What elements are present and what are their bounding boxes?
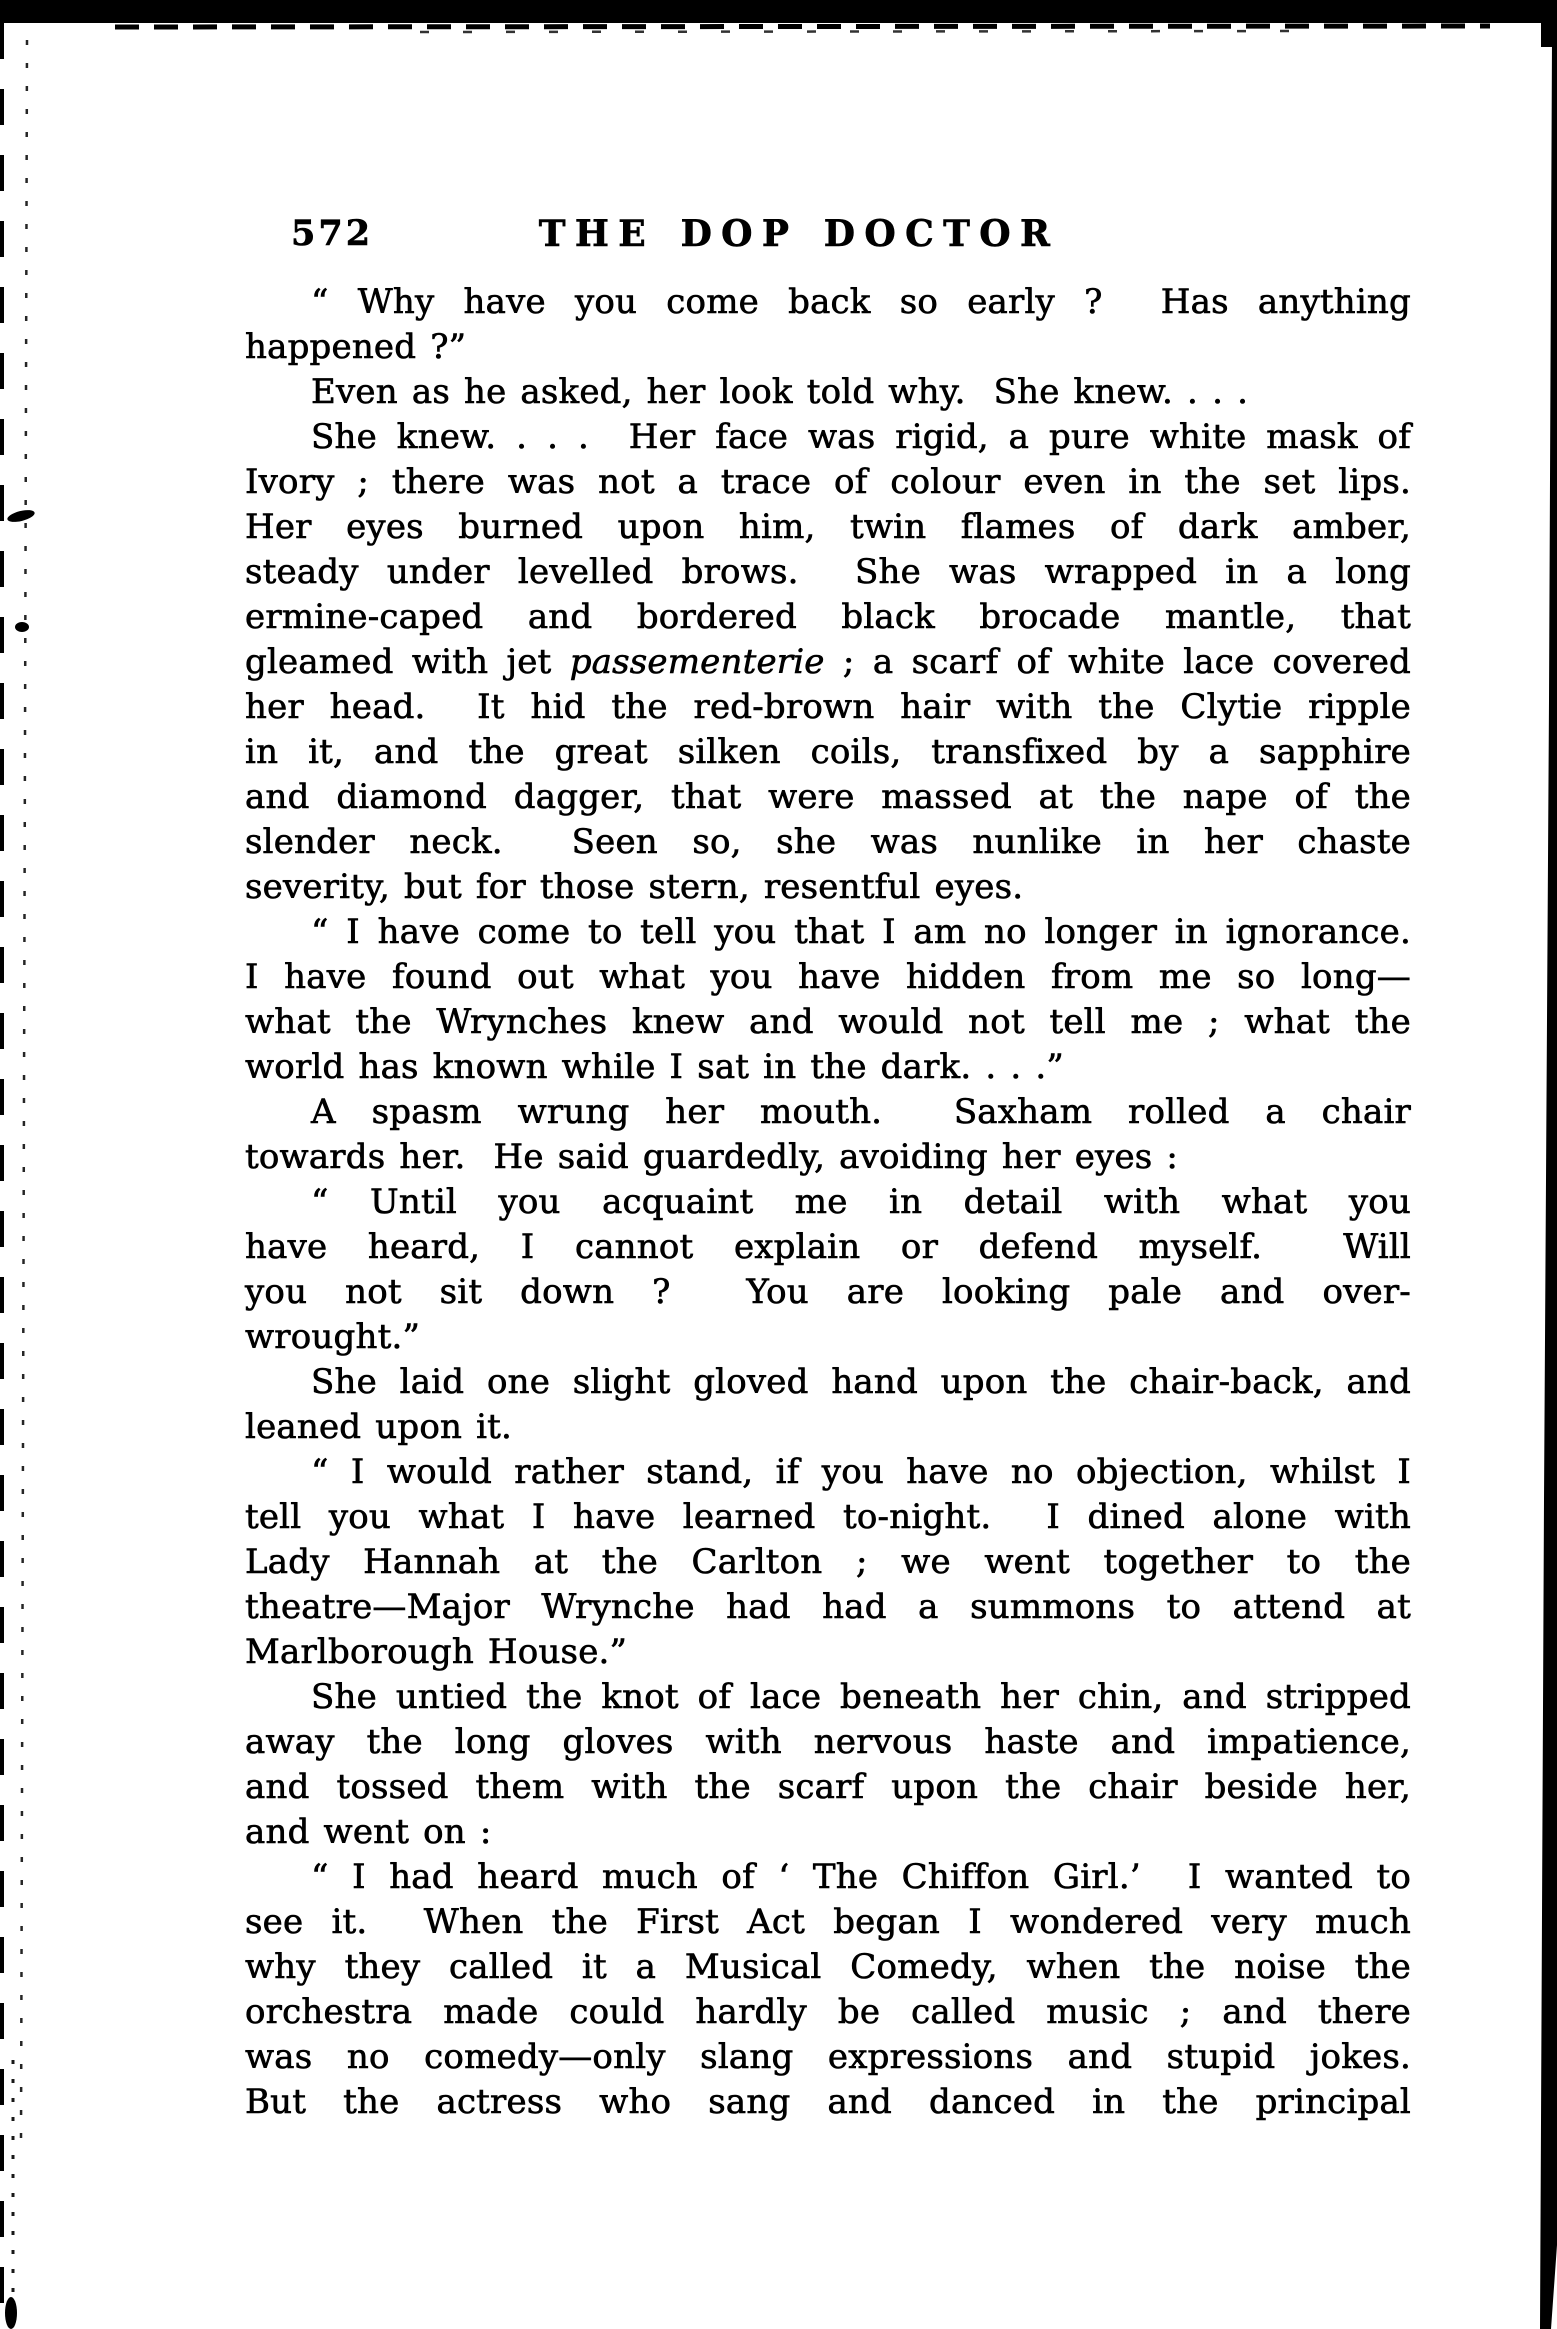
- text-line: “ Why have you come back so early ? Has anything: [311, 282, 1411, 322]
- text-line: her head. It hid the red-brown hair with the Clytie ripple: [245, 687, 1411, 727]
- text-line: [245, 640, 1411, 685]
- text-line: ermine-caped and bordered black brocade mantle, that: [245, 597, 1411, 637]
- text-line: leaned upon it.: [245, 1407, 513, 1447]
- text-line: and diamond dagger, that were massed at the nape of the: [245, 777, 1411, 817]
- text-line: severity, but for those stern, resentful eyes.: [245, 867, 1024, 907]
- scan-left-dotted-line: [21, 40, 27, 2140]
- text-line: why they called it a Musical Comedy, when the noise the: [245, 1947, 1411, 1987]
- scan-bottom-smudge: [5, 2297, 17, 2329]
- italic-word: passementerie: [569, 642, 825, 682]
- text-line: She untied the knot of lace beneath her chin, and stripped: [311, 1677, 1411, 1717]
- text-line: slender neck. Seen so, she was nunlike in her chaste: [245, 822, 1411, 862]
- text-line: Marlborough House.”: [245, 1632, 628, 1672]
- text-line: wrought.”: [245, 1317, 421, 1357]
- text-line: was no comedy—only slang expressions and stupid jokes.: [245, 2037, 1411, 2077]
- scan-top-dashes: [115, 26, 1490, 27]
- text-line: Her eyes burned upon him, twin flames of dark amber,: [245, 507, 1411, 547]
- scan-blob-1: [6, 508, 36, 524]
- text-line: “ Until you acquaint me in detail with what you: [311, 1182, 1411, 1222]
- text-block: [245, 280, 1411, 2125]
- text-line: steady under levelled brows. She was wrapped in a long: [245, 552, 1411, 592]
- scan-right-bar: [1540, 40, 1557, 2329]
- running-head: [245, 211, 1411, 257]
- text-line: A spasm wrung her mouth. Saxham rolled a chair: [311, 1092, 1411, 1132]
- text-line: what the Wrynches knew and would not tell me ; what the: [245, 1002, 1411, 1042]
- scan-blob-2: [15, 622, 29, 632]
- text-line: orchestra made could hardly be called music ; and there: [245, 1992, 1411, 2032]
- text-line: She laid one slight gloved hand upon the chair-back, and: [311, 1362, 1411, 1402]
- text-line: She knew. . . . Her face was rigid, a pure white mask of: [311, 417, 1411, 457]
- text-line: and went on :: [245, 1812, 492, 1852]
- text-line: “ I had heard much of ‘ The Chiffon Girl.’ I wanted to: [311, 1857, 1411, 1897]
- text-line: in it, and the great silken coils, transfixed by a sapphire: [245, 732, 1411, 772]
- scan-corner-blob: [1541, 23, 1557, 47]
- text-line: world has known while I sat in the dark. . . .”: [245, 1047, 1064, 1087]
- text-line: tell you what I have learned to-night. I dined alone with: [245, 1497, 1411, 1537]
- text-line: Lady Hannah at the Carlton ; we went together to the: [245, 1542, 1411, 1582]
- text-line: Even as he asked, her look told why. She knew. . . .: [311, 372, 1249, 412]
- text-segment: gleamed with jet: [245, 642, 570, 682]
- text-line: you not sit down ? You are looking pale and over-: [245, 1272, 1411, 1312]
- scan-top-dashes-2: [420, 31, 1320, 32]
- text-line: have heard, I cannot explain or defend myself. Will: [245, 1227, 1411, 1267]
- text-segment: ; a scarf of white lace covered: [824, 642, 1411, 682]
- text-line: theatre—Major Wrynche had had a summons to attend at: [245, 1587, 1411, 1627]
- text-line: “ I would rather stand, if you have no objection, whilst I: [311, 1452, 1411, 1492]
- text-line: towards her. He said guardedly, avoiding her eyes :: [245, 1137, 1179, 1177]
- page-title: THE DOP DOCTOR: [538, 213, 1060, 255]
- text-line: and tossed them with the scarf upon the chair beside her,: [245, 1767, 1411, 1807]
- text-line: Ivory ; there was not a trace of colour even in the set lips.: [245, 462, 1411, 502]
- text-line: But the actress who sang and danced in the principal: [245, 2082, 1411, 2122]
- text-line: I have found out what you have hidden from me so long—: [245, 957, 1411, 997]
- text-line: see it. When the First Act began I wondered very much: [245, 1902, 1411, 1942]
- text-line: happened ?”: [245, 327, 467, 367]
- text-line: away the long gloves with nervous haste and impatience,: [245, 1722, 1411, 1762]
- text-line: “ I have come to tell you that I am no longer in ignorance.: [311, 912, 1411, 952]
- page-number: 572: [291, 213, 374, 254]
- scan-top-bar: [0, 0, 1557, 23]
